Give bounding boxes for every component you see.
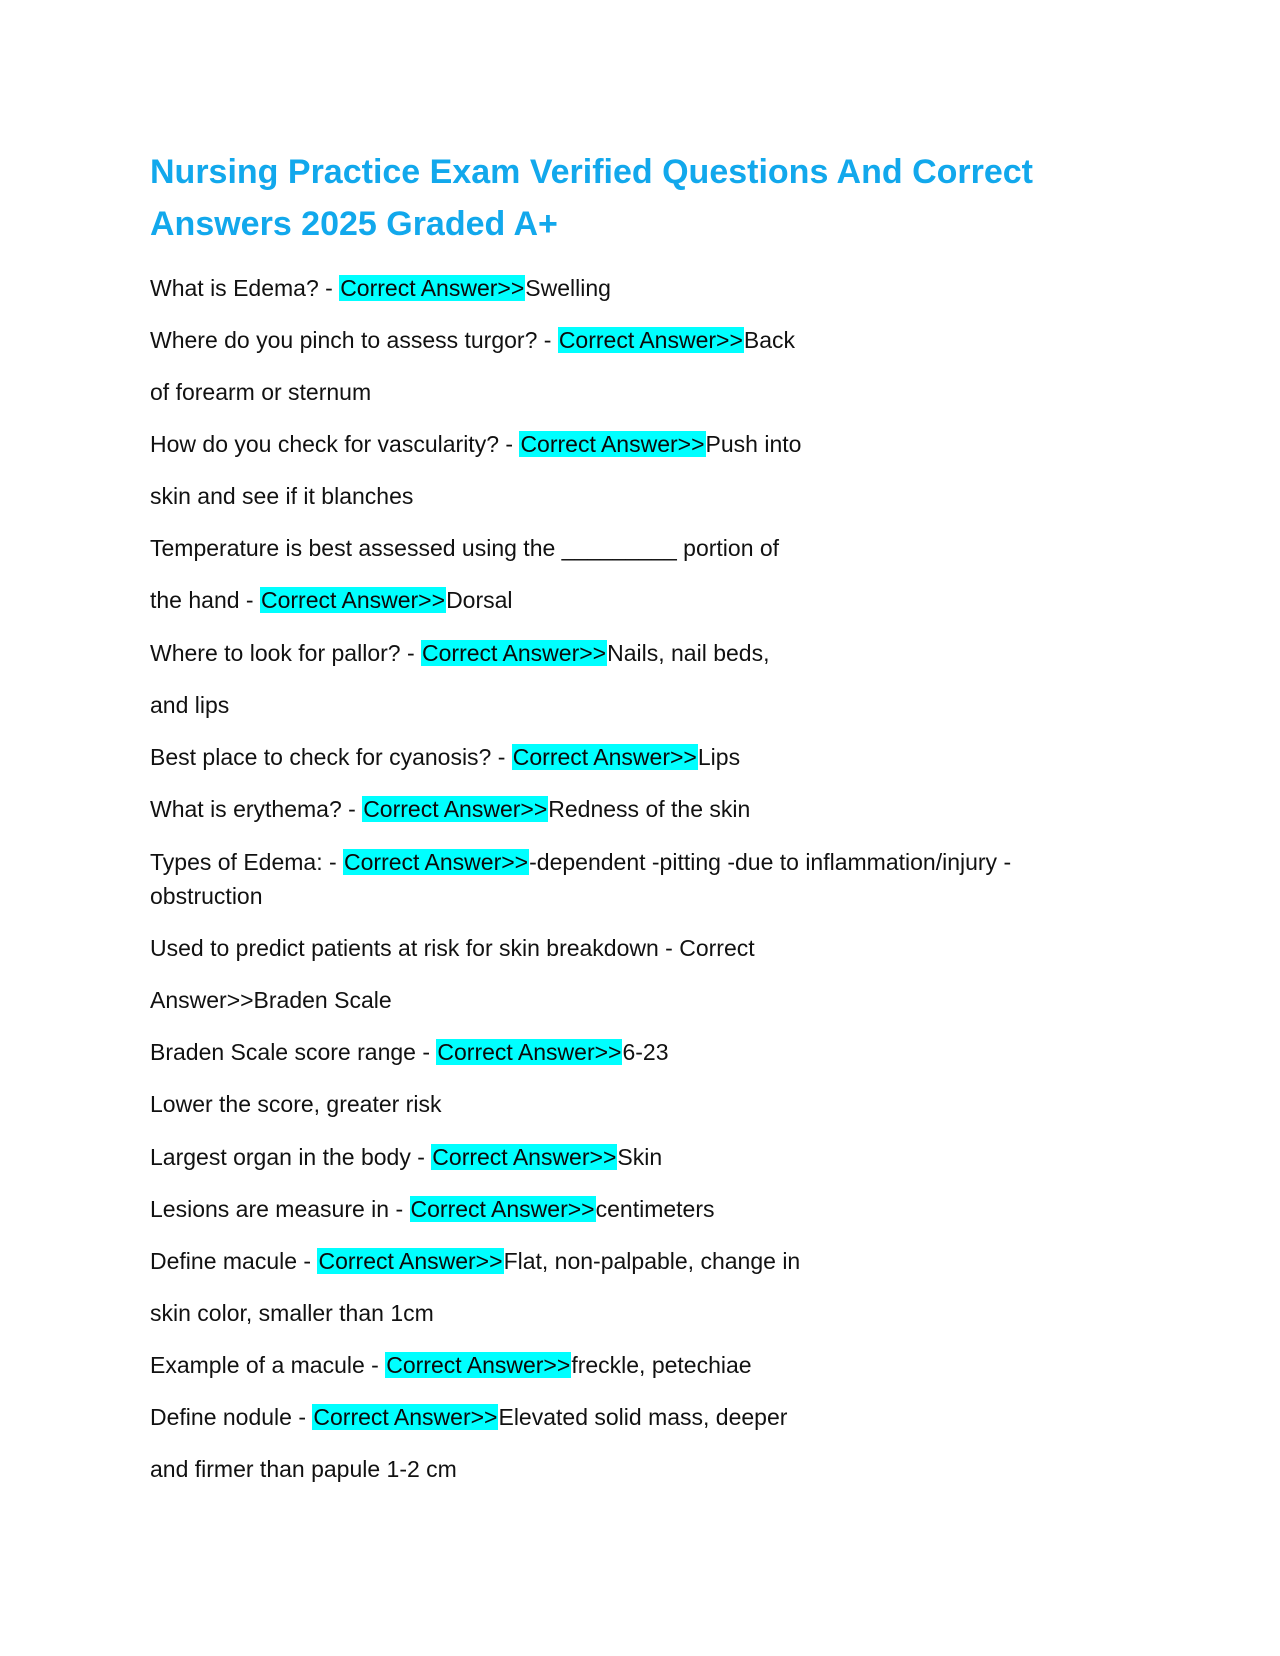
document-line	[150, 272, 611, 304]
document-line	[150, 1088, 441, 1120]
correct-answer-marker: Correct Answer>>	[318, 1248, 503, 1274]
document-line	[150, 1193, 714, 1225]
answer-text: freckle, petechiae	[571, 1352, 752, 1378]
line-text: of forearm or sternum	[150, 379, 372, 405]
question-text: Types of Edema: -	[150, 849, 344, 875]
document-line	[150, 741, 740, 773]
correct-answer-marker: Correct Answer>>	[344, 849, 529, 875]
title-line-2: Answers 2025 Graded A+	[150, 205, 558, 243]
question-text: Example of a macule -	[150, 1352, 386, 1378]
document-line	[150, 689, 229, 721]
correct-answer-marker: Correct Answer>>	[260, 587, 446, 613]
question-text: Lesions are measure in -	[150, 1196, 410, 1222]
answer-text: Elevated solid mass, deeper	[498, 1404, 788, 1430]
correct-answer-marker: Correct Answer>>	[386, 1352, 571, 1378]
line-text: obstruction	[150, 883, 263, 909]
question-text: Define nodule -	[150, 1404, 313, 1430]
question-text: Braden Scale score range -	[150, 1039, 437, 1065]
correct-answer-marker: Correct Answer>>	[437, 1039, 622, 1065]
document-line	[150, 1453, 457, 1485]
answer-text: 6-23	[622, 1039, 669, 1065]
question-text: Largest organ in the body -	[150, 1144, 432, 1170]
document-line	[150, 1245, 800, 1277]
correct-answer-marker: Correct Answer>>	[313, 1404, 498, 1430]
document-line	[150, 637, 769, 669]
correct-answer-marker: Correct Answer>>	[432, 1144, 617, 1170]
answer-text: Skin	[617, 1144, 663, 1170]
question-text: What is erythema? -	[150, 796, 363, 822]
correct-answer-marker: Correct Answer>>	[558, 327, 743, 353]
document-line	[150, 1349, 752, 1381]
line-text: and firmer than papule 1-2 cm	[150, 1456, 457, 1482]
document-line	[150, 1036, 669, 1068]
question-text: What is Edema? -	[150, 275, 340, 301]
document-line	[150, 846, 1011, 878]
correct-answer-marker: Correct Answer>>	[422, 640, 607, 666]
question-text: Where to look for pallor? -	[150, 640, 422, 666]
document-title	[150, 146, 1150, 250]
answer-text: Push into	[705, 431, 802, 457]
correct-answer-marker: Correct Answer>>	[363, 796, 548, 822]
correct-answer-marker: Correct Answer>>	[520, 431, 705, 457]
answer-text: centimeters	[595, 1196, 715, 1222]
correct-answer-marker: Correct Answer>>	[410, 1196, 595, 1222]
line-text: skin color, smaller than 1cm	[150, 1300, 434, 1326]
correct-answer-marker: Correct Answer>>	[340, 275, 525, 301]
answer-text: -dependent -pitting -due to inflammation/injury -	[529, 849, 1012, 875]
question-text: the hand -	[150, 587, 260, 613]
document-line	[150, 880, 263, 912]
answer-text: Redness of the skin	[548, 796, 751, 822]
document-line	[150, 1401, 787, 1433]
answer-text: Nails, nail beds,	[607, 640, 770, 666]
line-text: Used to predict patients at risk for skin breakdown - Correct	[150, 935, 755, 961]
document-line	[150, 532, 779, 564]
document-line	[150, 324, 795, 356]
line-text: and lips	[150, 692, 230, 718]
document-line	[150, 428, 801, 460]
line-text: Lower the score, greater risk	[150, 1091, 442, 1117]
answer-text: Lips	[697, 744, 741, 770]
document-line	[150, 376, 371, 408]
question-text: Best place to check for cyanosis? -	[150, 744, 512, 770]
correct-answer-marker: Correct Answer>>	[512, 744, 697, 770]
line-text: Answer>>Braden Scale	[150, 987, 392, 1013]
question-text: Define macule -	[150, 1248, 318, 1274]
document-line	[150, 932, 755, 964]
document-line	[150, 793, 750, 825]
document-line	[150, 1297, 434, 1329]
answer-text: Flat, non-palpable, change in	[503, 1248, 801, 1274]
answer-text: Dorsal	[446, 587, 513, 613]
line-text: Temperature is best assessed using the _________ portion of	[150, 535, 780, 561]
question-text: Where do you pinch to assess turgor? -	[150, 327, 558, 353]
document-line	[150, 1141, 662, 1173]
document-line	[150, 480, 413, 512]
document-line	[150, 584, 513, 616]
question-text: How do you check for vascularity? -	[150, 431, 520, 457]
line-text: skin and see if it blanches	[150, 483, 414, 509]
answer-text: Swelling	[525, 275, 611, 301]
title-line-1: Nursing Practice Exam Verified Questions And Correct	[150, 153, 1034, 191]
document-line	[150, 984, 392, 1016]
answer-text: Back	[743, 327, 796, 353]
